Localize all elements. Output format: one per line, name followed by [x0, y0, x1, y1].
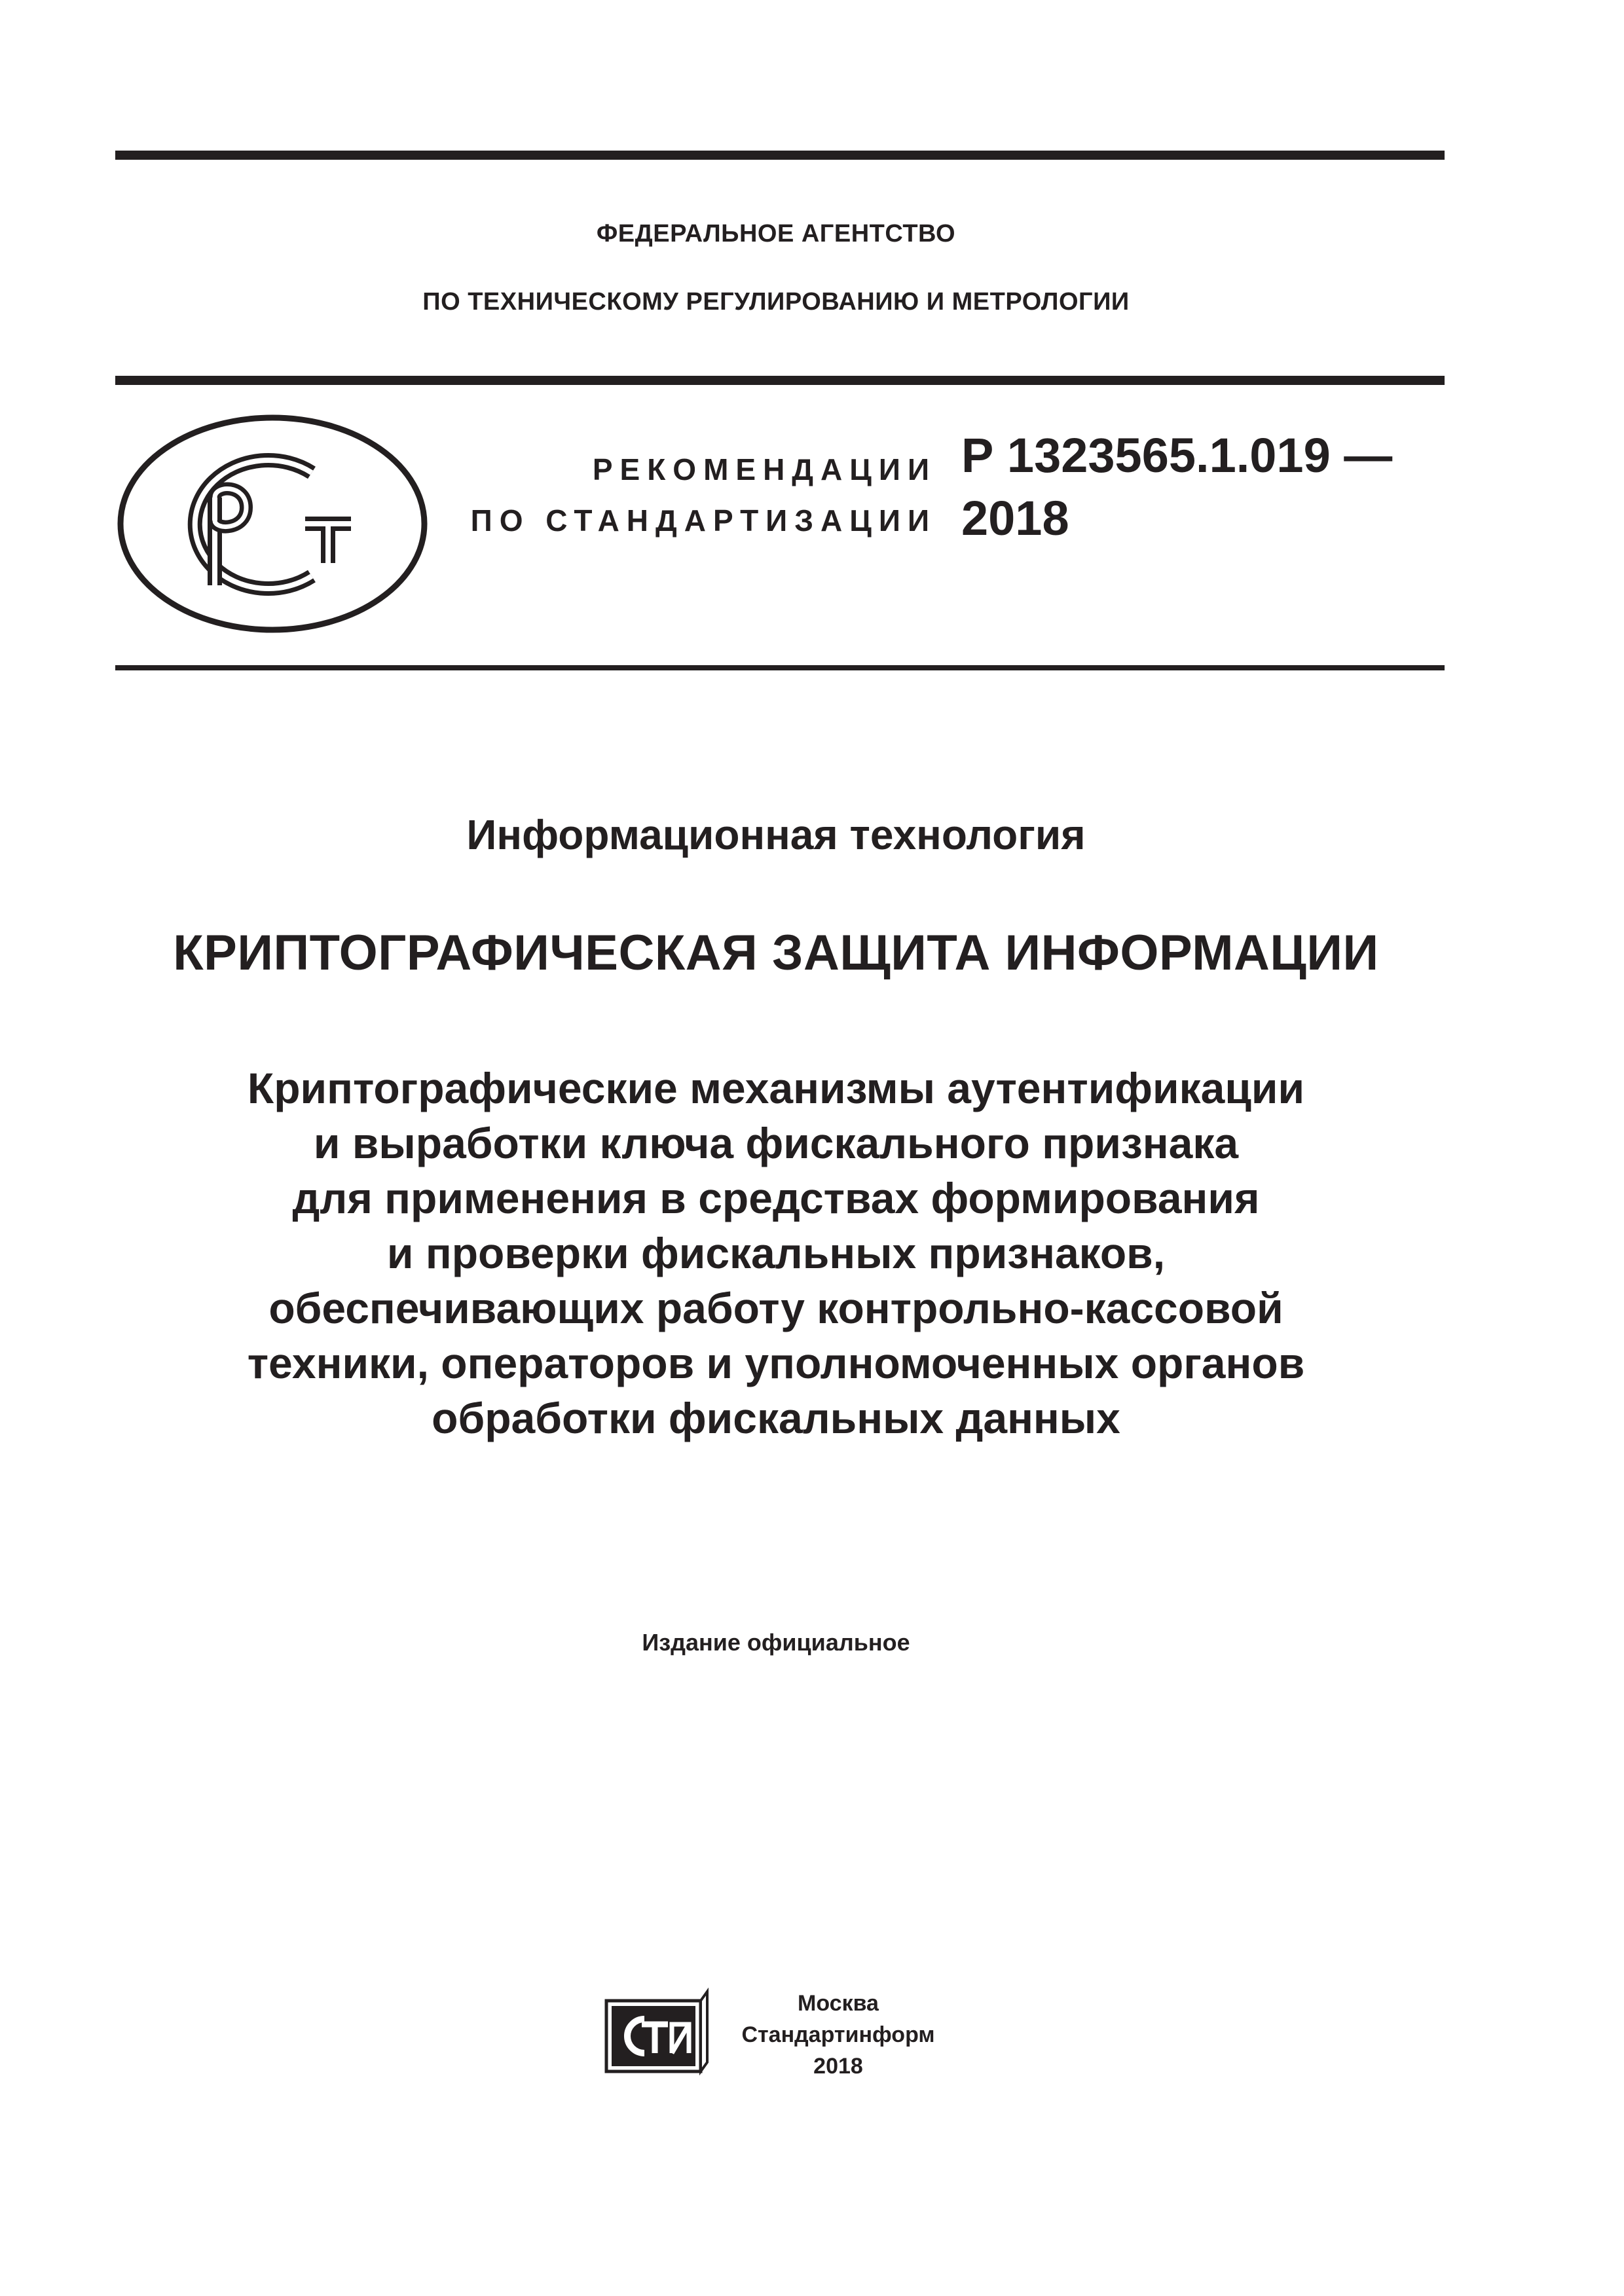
subtitle-line: для применения в средствах формирования: [292, 1174, 1260, 1222]
document-number-line-1: Р 1323565.1.019 —: [961, 428, 1393, 483]
subtitle-line: обеспечивающих работу контрольно-кассовой: [268, 1284, 1283, 1332]
standartinform-logo-icon: [602, 1985, 711, 2077]
document-type-line-1: РЕКОМЕНДАЦИИ: [592, 452, 936, 486]
subtitle-line: Криптографические механизмы аутентификации: [247, 1064, 1305, 1112]
topic-heading: Информационная технология: [466, 811, 1086, 858]
main-title: КРИПТОГРАФИЧЕСКАЯ ЗАЩИТА ИНФОРМАЦИИ: [173, 925, 1379, 981]
subtitle: [0, 1061, 1552, 1446]
subtitle-line: обработки фискальных данных: [432, 1394, 1120, 1442]
document-type: [452, 444, 936, 546]
top-rule: [115, 151, 1445, 160]
imprint-city: Москва: [798, 1991, 879, 2016]
imprint-publisher: Стандартинформ: [741, 2022, 935, 2047]
document-number-line-2: 2018: [961, 491, 1069, 545]
subtitle-line: и проверки фискальных признаков,: [386, 1229, 1166, 1277]
header-rule: [115, 376, 1445, 385]
agency-name-line-2: ПО ТЕХНИЧЕСКОМУ РЕГУЛИРОВАНИЮ И МЕТРОЛОГИИ: [422, 288, 1130, 316]
imprint: [720, 1988, 956, 2082]
title-rule: [115, 665, 1445, 670]
subtitle-line: и выработки ключа фискального признака: [313, 1119, 1239, 1167]
edition-label: Издание официальное: [642, 1629, 910, 1656]
document-number: [961, 424, 1459, 550]
document-type-line-2: ПО СТАНДАРТИЗАЦИИ: [470, 503, 936, 538]
agency-name-line-1: ФЕДЕРАЛЬНОЕ АГЕНТСТВО: [596, 220, 956, 247]
subtitle-line: техники, операторов и уполномоченных органов: [247, 1339, 1305, 1387]
gost-r-emblem-icon: [115, 412, 430, 635]
imprint-year: 2018: [813, 2054, 863, 2079]
